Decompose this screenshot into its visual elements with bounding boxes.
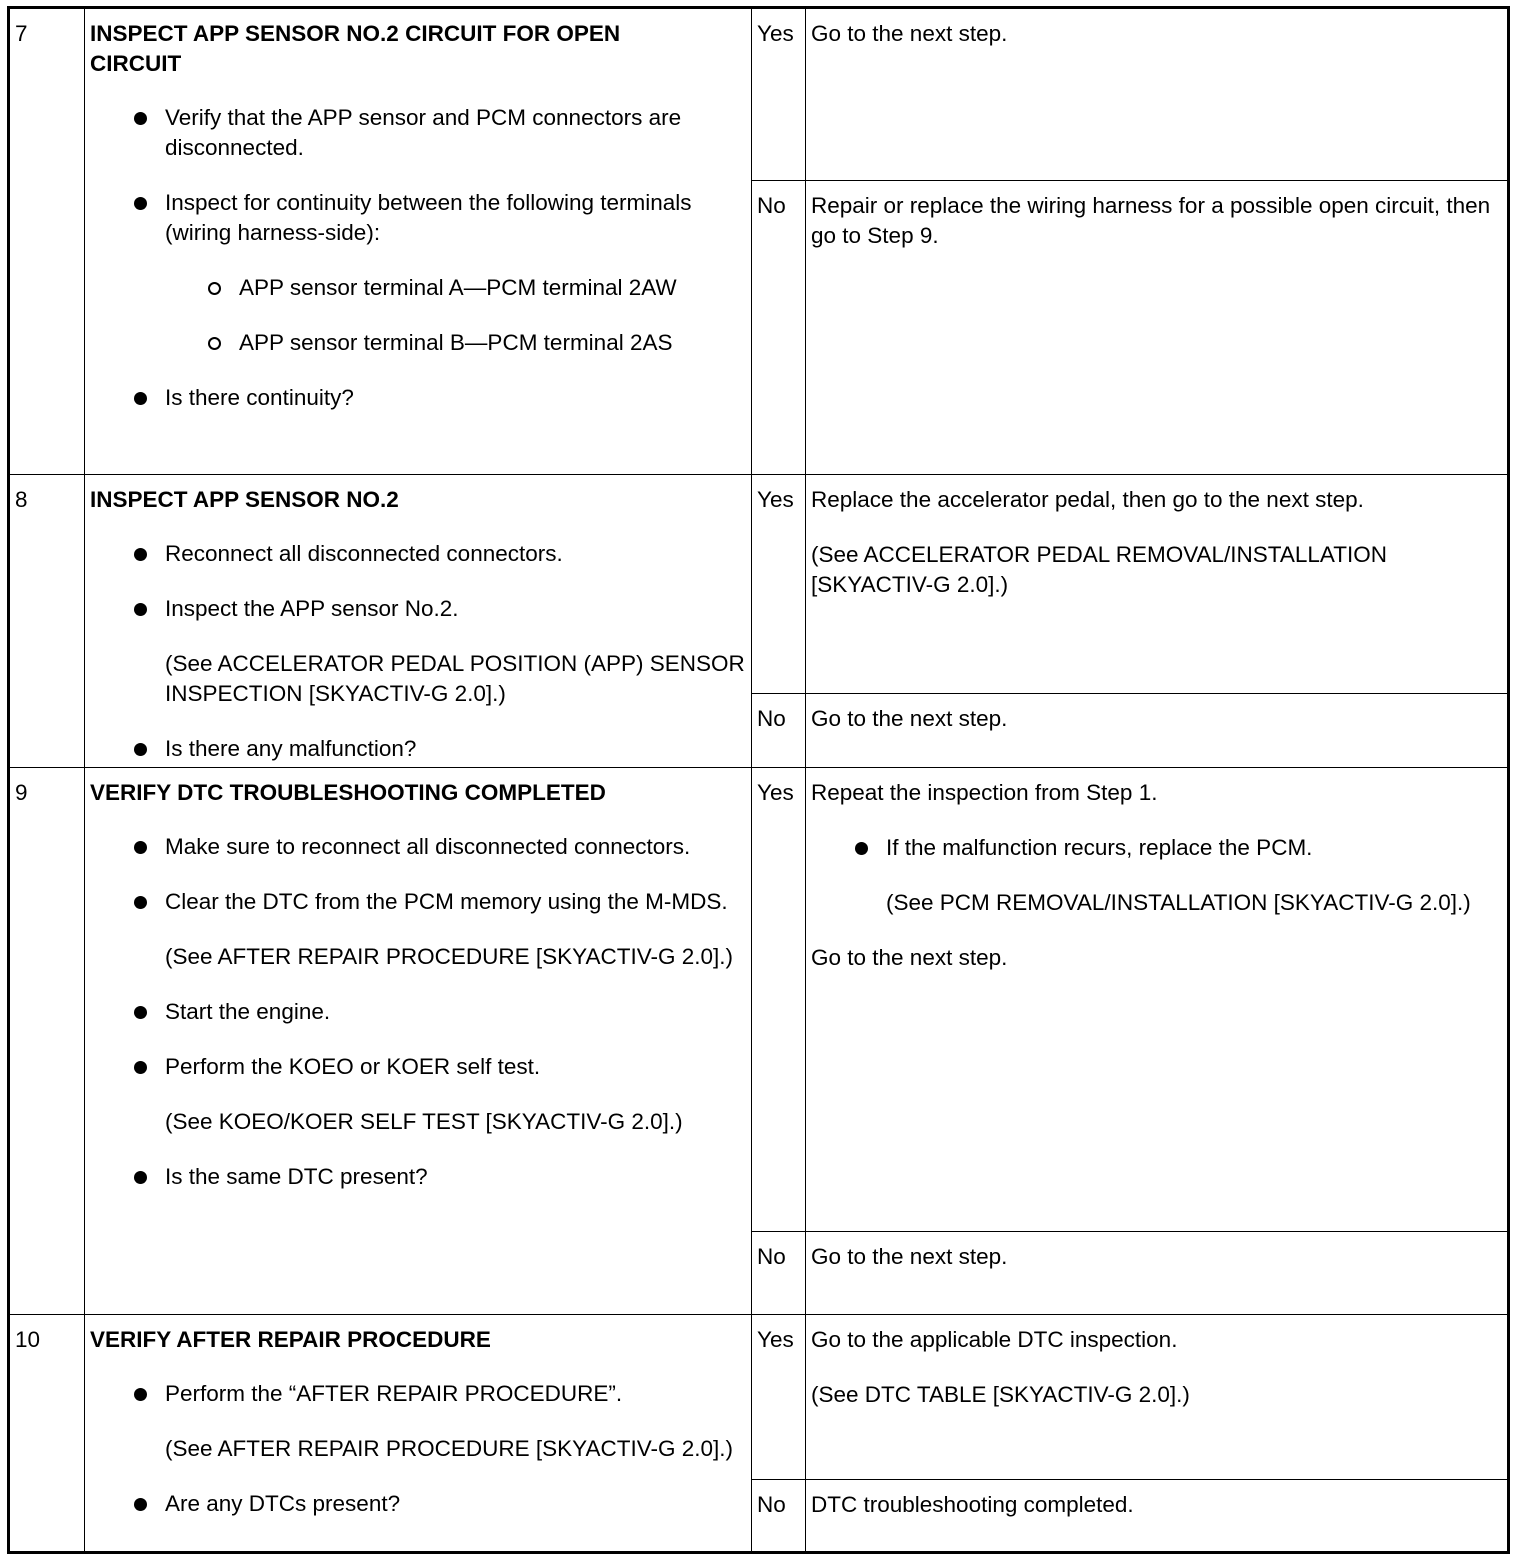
step-procedure bbox=[85, 8, 752, 475]
step-9-yes-row bbox=[9, 768, 1509, 1232]
yes-label: Yes bbox=[752, 475, 806, 694]
step-number: 8 bbox=[9, 475, 85, 768]
bullet-item: Start the engine. bbox=[90, 997, 745, 1027]
reference-note: (See DTC TABLE [SKYACTIV-G 2.0].) bbox=[811, 1382, 1190, 1407]
step-number: 9 bbox=[9, 768, 85, 1315]
no-label: No bbox=[752, 1480, 806, 1553]
step-title: VERIFY DTC TROUBLESHOOTING COMPLETED bbox=[90, 780, 606, 805]
step-7-yes-row bbox=[9, 8, 1509, 181]
yes-action bbox=[806, 8, 1509, 181]
result-text: Repeat the inspection from Step 1. bbox=[811, 780, 1158, 805]
sub-bullet-item: APP sensor terminal B—PCM terminal 2AS bbox=[90, 328, 745, 358]
bullet-item: Inspect the APP sensor No.2. bbox=[90, 594, 745, 624]
bullet-item: Verify that the APP sensor and PCM connectors are disconnected. bbox=[90, 103, 745, 163]
yes-action bbox=[806, 1315, 1509, 1480]
step-question: Is the same DTC present? bbox=[90, 1162, 745, 1192]
result-text: Go to the next step. bbox=[811, 945, 1008, 970]
yes-action bbox=[806, 768, 1509, 1232]
sub-bullet-item: APP sensor terminal A—PCM terminal 2AW bbox=[90, 273, 745, 303]
step-question: Is there continuity? bbox=[90, 383, 745, 413]
step-procedure bbox=[85, 475, 752, 768]
no-action bbox=[806, 1480, 1509, 1553]
reference-note: (See AFTER REPAIR PROCEDURE [SKYACTIV-G 2.0].) bbox=[165, 1436, 734, 1461]
bullet-item: Inspect for continuity between the following terminals (wiring harness-side): bbox=[90, 188, 745, 248]
reference-note: (See AFTER REPAIR PROCEDURE [SKYACTIV-G 2.0].) bbox=[165, 944, 734, 969]
step-8-yes-row bbox=[9, 475, 1509, 694]
result-text: Go to the next step. bbox=[811, 1244, 1008, 1269]
result-text: DTC troubleshooting completed. bbox=[811, 1492, 1134, 1517]
yes-label: Yes bbox=[752, 8, 806, 181]
bullet-item: Make sure to reconnect all disconnected connectors. bbox=[90, 832, 745, 862]
step-question: Are any DTCs present? bbox=[90, 1489, 745, 1519]
step-question: Is there any malfunction? bbox=[90, 734, 745, 764]
yes-action bbox=[806, 475, 1509, 694]
step-title: VERIFY AFTER REPAIR PROCEDURE bbox=[90, 1327, 491, 1352]
step-procedure bbox=[85, 1315, 752, 1553]
result-text: Go to the next step. bbox=[811, 706, 1008, 731]
bullet-item: Reconnect all disconnected connectors. bbox=[90, 539, 745, 569]
result-bullet-item: If the malfunction recurs, replace the PCM. bbox=[811, 833, 1501, 863]
no-action bbox=[806, 181, 1509, 475]
reference-note: (See ACCELERATOR PEDAL REMOVAL/INSTALLATION [SKYACTIV-G 2.0].) bbox=[811, 542, 1388, 597]
no-action bbox=[806, 694, 1509, 768]
step-procedure bbox=[85, 768, 752, 1315]
step-10-yes-row bbox=[9, 1315, 1509, 1480]
no-action bbox=[806, 1232, 1509, 1315]
bullet-item: Perform the “AFTER REPAIR PROCEDURE”. bbox=[90, 1379, 745, 1409]
result-text: Replace the accelerator pedal, then go to the next step. bbox=[811, 487, 1364, 512]
yes-label: Yes bbox=[752, 1315, 806, 1480]
reference-note: (See KOEO/KOER SELF TEST [SKYACTIV-G 2.0].) bbox=[165, 1109, 683, 1134]
result-text: Repair or replace the wiring harness for a possible open circuit, then go to Step 9. bbox=[811, 193, 1491, 248]
bullet-item: Perform the KOEO or KOER self test. bbox=[90, 1052, 745, 1082]
bullet-item: Clear the DTC from the PCM memory using the M-MDS. bbox=[90, 887, 745, 917]
step-title: INSPECT APP SENSOR NO.2 bbox=[90, 487, 399, 512]
no-label: No bbox=[752, 1232, 806, 1315]
reference-note: (See PCM REMOVAL/INSTALLATION [SKYACTIV-G 2.0].) bbox=[886, 890, 1471, 915]
result-text: Go to the next step. bbox=[811, 21, 1008, 46]
troubleshooting-table bbox=[7, 6, 1510, 1554]
step-number: 7 bbox=[9, 8, 85, 475]
no-label: No bbox=[752, 181, 806, 475]
yes-label: Yes bbox=[752, 768, 806, 1232]
step-title: INSPECT APP SENSOR NO.2 CIRCUIT FOR OPEN CIRCUIT bbox=[90, 21, 621, 76]
reference-note: (See ACCELERATOR PEDAL POSITION (APP) SENSOR INSPECTION [SKYACTIV-G 2.0].) bbox=[165, 651, 745, 706]
step-number: 10 bbox=[9, 1315, 85, 1553]
result-text: Go to the applicable DTC inspection. bbox=[811, 1327, 1178, 1352]
no-label: No bbox=[752, 694, 806, 768]
